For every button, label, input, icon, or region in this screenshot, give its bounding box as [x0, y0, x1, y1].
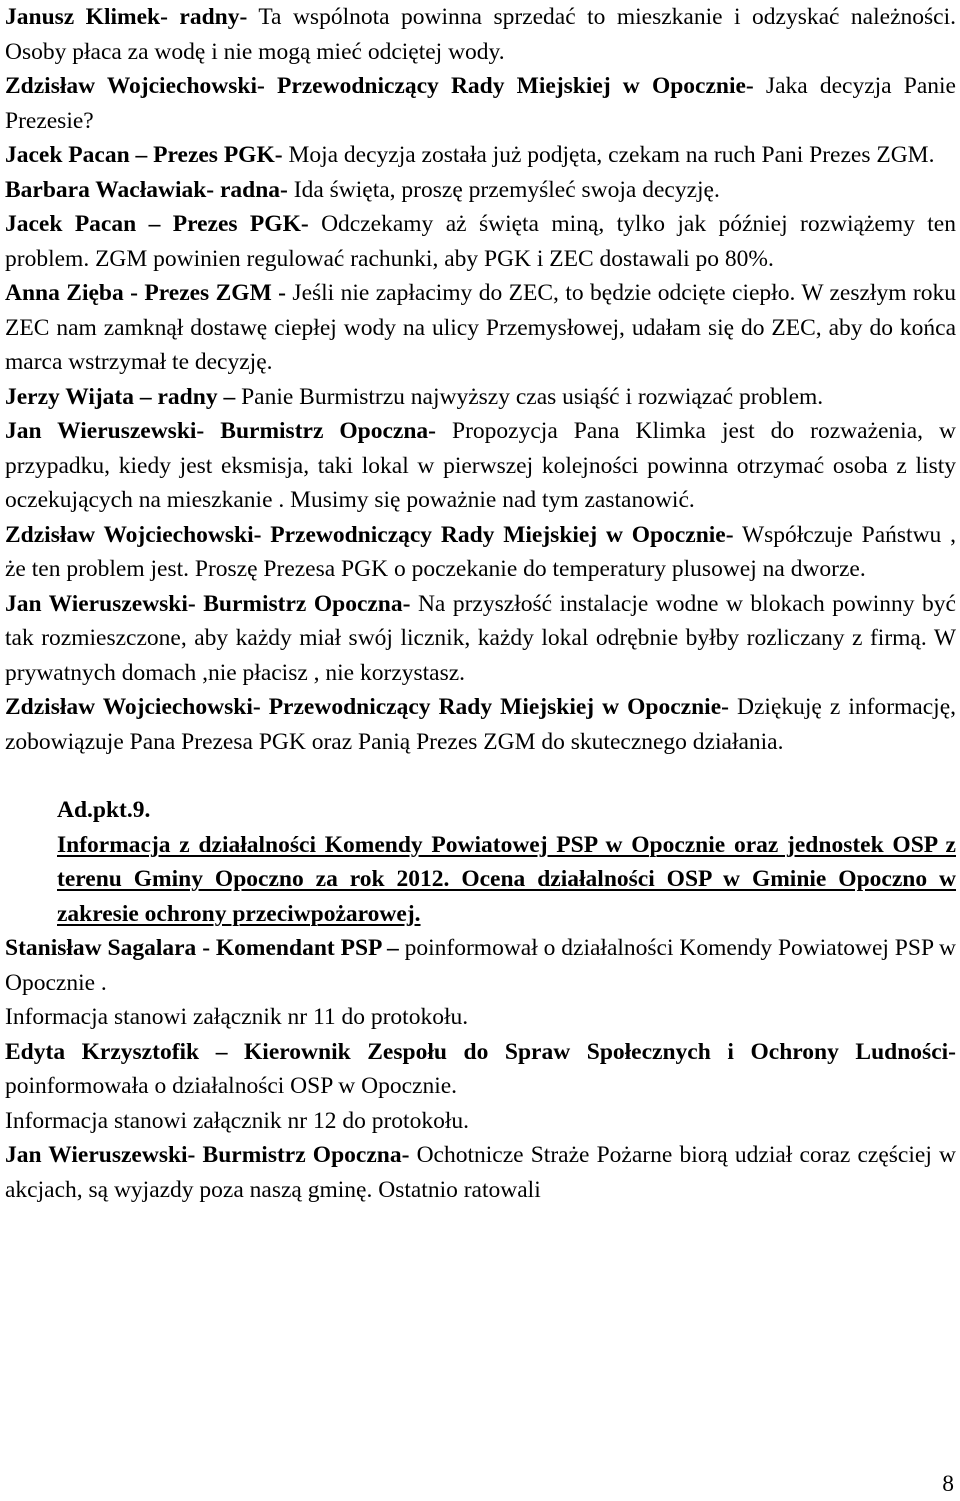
paragraph — [5, 138, 956, 173]
speaker-name: Janusz Klimek- radny- — [5, 4, 248, 30]
speaker-name: Zdzisław Wojciechowski- Przewodniczący Rady Miejskiej w Opocznie- — [5, 521, 734, 548]
speaker-name: Jan Wieruszewski- Burmistrz Opoczna- — [5, 590, 411, 617]
paragraph — [5, 1035, 956, 1104]
statement-text: Jaka decyzja Panie Prezesie? — [5, 73, 956, 134]
speaker-name: Jacek Pacan – Prezes PGK- — [5, 142, 283, 168]
statement-text: Panie Burmistrzu najwyższy czas usiąść i rozwiązać problem. — [235, 383, 824, 410]
paragraph — [5, 207, 956, 276]
speaker-name: Jan Wieruszewski- Burmistrz Opoczna- — [5, 418, 437, 444]
spacer — [5, 759, 956, 793]
statement-text: Propozycja Pana Klimka jest do rozważenia, w przypadku, kiedy jest eksmisja, taki lokal w pierwszej kolejności powinna otrzymać osoba z listy oczekujących na mieszkanie . Musimy się poważnie nad tym zastanowić. — [5, 418, 956, 513]
paragraph — [5, 690, 956, 759]
statement-text: Moja decyzja została już podjęta, czekam na ruch Pani Prezes ZGM. — [282, 142, 935, 168]
speaker-name: Jacek Pacan – Prezes PGK- — [5, 211, 309, 237]
statement-text: Na przyszłość instalacje wodne w blokach powinny być tak rozmieszczone, aby każdy miał swój licznik, każdy lokal odrębnie byłby rozliczany z firmą. W prywatnych domach ,nie płacisz , nie korzystasz. — [5, 590, 956, 686]
statement-text: poinformował o działalności Komendy Powiatowej PSP w Opocznie . — [5, 935, 957, 996]
statement-text: Ida święta, proszę przemyśleć swoja decyzję. — [287, 176, 720, 203]
paragraph — [5, 587, 956, 691]
statement-text: poinformowała o działalności OSP w Opocznie. — [5, 1073, 458, 1099]
paragraph — [5, 173, 956, 208]
statement-text: Jeśli nie zapłacimy do ZEC, to będzie odcięte ciepło. W zeszłym roku ZEC nam zamknął dostawę ciepłej wody na ulicy Przemysłowej, udałam się do ZEC, aby do końca marca wstrzymał te decyzję. — [5, 280, 956, 375]
paragraph — [5, 0, 956, 69]
paragraph — [5, 1138, 956, 1207]
speaker-name: Anna Zięba - Prezes ZGM - — [5, 280, 286, 306]
paragraph — [5, 518, 956, 587]
speaker-name: Jan Wieruszewski- Burmistrz Opoczna- — [5, 1142, 410, 1168]
agenda-item-number: Ad.pkt.9. — [57, 797, 151, 823]
statement-text: Dziękuję z informację, zobowiązuje Pana Prezesa PGK oraz Panią Prezes ZGM do skutecznego działania. — [5, 694, 956, 755]
attachment-note — [5, 1104, 956, 1139]
page-number: 8 — [942, 1471, 954, 1497]
statement-text: Informacja stanowi załącznik nr 11 do protokołu. — [5, 1004, 469, 1030]
attachment-note — [5, 1000, 956, 1035]
speaker-name: Barbara Wacławiak- radna- — [5, 176, 288, 203]
speaker-name: Zdzisław Wojciechowski- Przewodniczący Rady Miejskiej w Opocznie- — [5, 73, 754, 99]
speaker-name: Stanisław Sagalara - Komendant PSP – — [5, 935, 399, 961]
paragraph — [5, 69, 956, 138]
paragraph — [5, 414, 956, 518]
speaker-name: Zdzisław Wojciechowski- Przewodniczący Rady Miejskiej w Opocznie- — [5, 694, 729, 720]
paragraph — [5, 931, 956, 1000]
speaker-name: Edyta Krzysztofik – Kierownik Zespołu do Spraw Społecznych i Ochrony Ludności- — [5, 1038, 956, 1065]
statement-text: Odczekamy aż święta miną, tylko jak później rozwiążemy ten problem. ZGM powinien regulować rachunki, aby PGK i ZEC dostawali po 80%. — [5, 211, 956, 272]
document-body — [5, 0, 956, 1207]
paragraph — [5, 380, 956, 415]
speaker-name: Jerzy Wijata – radny – — [5, 383, 236, 410]
statement-text: Informacja stanowi załącznik nr 12 do protokołu. — [5, 1107, 469, 1134]
statement-text: Współczuje Państwu , że ten problem jest. Proszę Prezesa PGK o poczekanie do temperatury plusowej na dworze. — [5, 521, 956, 582]
statement-text: Ta wspólnota powinna sprzedać to mieszkanie i odzyskać należności. Osoby płaca za wodę i nie mogą mieć odciętej wody. — [5, 4, 956, 65]
paragraph — [5, 276, 956, 380]
statement-text: Ochotnicze Straże Pożarne biorą udział coraz częściej w akcjach, są wyjazdy poza naszą gminę. Ostatnio ratowali — [5, 1142, 956, 1203]
agenda-item-title: Informacja z działalności Komendy Powiatowej PSP w Opocznie oraz jednostek OSP z terenu Gminy Opoczno za rok 2012. Ocena działalności OSP w Gminie Opoczno w zakresie ochrony przeciwpożarowej. — [57, 831, 956, 927]
